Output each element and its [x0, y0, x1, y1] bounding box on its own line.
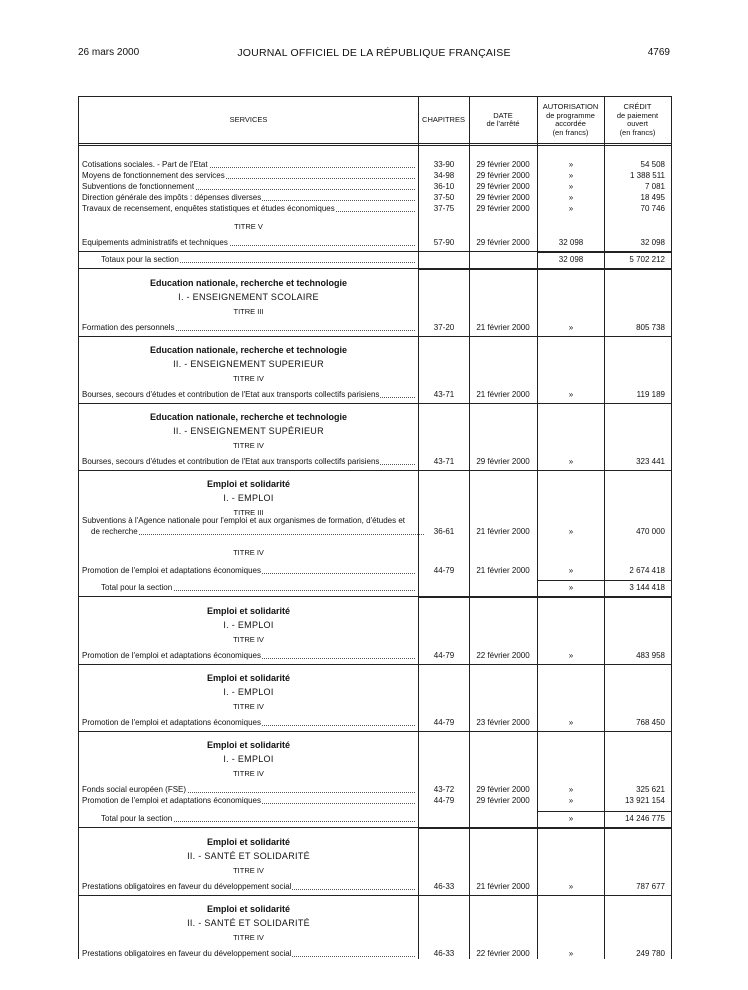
credit-cell: 249 780 — [636, 949, 665, 958]
service-label: Promotion de l'emploi et adaptations économiques — [82, 718, 261, 727]
autorisation-cell: » — [568, 949, 574, 958]
credit-cell: 805 738 — [636, 323, 665, 332]
section-title: Education nationale, recherche et technologie — [149, 412, 348, 422]
titre-label: TITRE IV — [233, 702, 264, 711]
section-subtitle: I. - EMPLOI — [223, 620, 274, 630]
section-subtitle: II. - SANTÉ ET SOLIDARITÉ — [187, 918, 310, 928]
chapitre-cell: 46-33 — [433, 882, 455, 891]
chapitre-cell: 43-72 — [433, 785, 455, 794]
service-cell — [101, 814, 415, 824]
column-header-autorisation-line: accordée — [555, 119, 586, 128]
autorisation-cell: » — [568, 160, 574, 169]
service-label: Prestations obligatoires en faveur du développement social — [82, 882, 292, 891]
chapitre-cell: 36-61 — [433, 527, 455, 536]
date-cell: 21 février 2000 — [476, 527, 530, 536]
column-header-autorisation-line: de programme — [546, 110, 595, 120]
chapitre-cell: 37-75 — [433, 204, 455, 213]
service-cell — [91, 527, 424, 537]
chapitre-cell: 36-10 — [433, 182, 455, 191]
table-row — [79, 651, 671, 661]
credit-cell: 323 441 — [636, 457, 665, 466]
table-row — [79, 882, 671, 892]
autorisation-cell: » — [568, 204, 574, 213]
total-rule — [537, 811, 671, 812]
row-rule — [418, 269, 671, 270]
autorisation-cell: » — [568, 390, 574, 399]
service-cell — [101, 583, 415, 593]
service-cell — [82, 785, 415, 795]
section-subtitle: I. - ENSEIGNEMENT SCOLAIRE — [178, 292, 319, 302]
service-cell — [82, 171, 415, 181]
date-cell: 23 février 2000 — [476, 718, 530, 727]
credit-cell: 70 746 — [640, 204, 665, 213]
total-rule — [537, 252, 671, 253]
date-cell: 29 février 2000 — [476, 457, 530, 466]
service-label: de recherche — [91, 527, 138, 536]
service-cell — [82, 566, 415, 576]
service-label: Promotion de l'emploi et adaptations économiques — [82, 566, 261, 575]
autorisation-cell: » — [568, 583, 574, 592]
credit-cell: 13 921 154 — [624, 796, 665, 805]
chapitre-cell: 37-50 — [433, 193, 455, 202]
autorisation-cell: » — [568, 527, 574, 536]
section-title: Emploi et solidarité — [206, 606, 291, 616]
autorisation-cell: » — [568, 193, 574, 202]
autorisation-cell: » — [568, 171, 574, 180]
service-label: Travaux de recensement, enquêtes statistiques et études économiques — [82, 204, 335, 213]
service-cell — [82, 457, 415, 467]
autorisation-cell: » — [568, 182, 574, 191]
autorisation-cell: » — [568, 457, 574, 466]
date-cell: 29 février 2000 — [476, 182, 530, 191]
date-cell: 22 février 2000 — [476, 949, 530, 958]
service-cell — [82, 796, 415, 806]
service-cell — [82, 193, 415, 203]
row-rule — [79, 251, 671, 252]
service-label: Promotion de l'emploi et adaptations économiques — [82, 796, 261, 805]
section-subtitle: II. - ENSEIGNEMENT SUPERIEUR — [173, 359, 324, 369]
date-cell: 21 février 2000 — [476, 390, 530, 399]
table-row — [79, 949, 671, 959]
chapitre-cell: 44-79 — [433, 651, 455, 660]
section-title: Emploi et solidarité — [206, 740, 291, 750]
titre-label: TITRE IV — [233, 374, 264, 383]
service-cell — [82, 390, 415, 400]
table-row — [79, 527, 671, 537]
credit-cell: 54 508 — [640, 160, 665, 169]
date-cell: 21 février 2000 — [476, 882, 530, 891]
service-cell — [82, 204, 415, 214]
table-row — [79, 160, 671, 170]
column-header-credit-line: de paiement — [616, 110, 659, 120]
table-row — [79, 182, 671, 192]
autorisation-cell: » — [568, 651, 574, 660]
date-cell: 29 février 2000 — [476, 204, 530, 213]
service-cell — [82, 882, 415, 892]
service-cell — [82, 160, 415, 170]
table-row — [79, 718, 671, 728]
row-rule — [79, 895, 671, 896]
service-cell — [82, 323, 415, 333]
service-label: Subventions de fonctionnement — [82, 182, 195, 191]
table-row — [79, 583, 671, 593]
autorisation-cell: » — [568, 323, 574, 332]
row-rule — [418, 597, 671, 598]
autorisation-cell: » — [568, 814, 574, 823]
service-label: Prestations obligatoires en faveur du développement social — [82, 949, 292, 958]
section-subtitle: II. - ENSEIGNEMENT SUPÉRIEUR — [173, 426, 324, 436]
total-rule — [537, 580, 671, 581]
header-title: JOURNAL OFFICIEL DE LA RÉPUBLIQUE FRANÇAISE — [237, 47, 511, 59]
table-row — [79, 193, 671, 203]
credit-cell: 14 246 775 — [624, 814, 665, 823]
section-title: Education nationale, recherche et technologie — [149, 278, 348, 288]
table-row — [79, 814, 671, 824]
table-row — [79, 238, 671, 248]
titre-label: TITRE IV — [233, 548, 264, 557]
service-label: Bourses, secours d'études et contribution de l'Etat aux transports collectifs parisiens — [82, 457, 380, 466]
row-rule — [79, 731, 671, 732]
credit-cell: 325 621 — [636, 785, 665, 794]
service-label: Total pour la section — [101, 814, 173, 823]
credit-cell: 2 674 418 — [629, 566, 665, 575]
credit-cell: 768 450 — [636, 718, 665, 727]
row-rule — [79, 470, 671, 471]
chapitre-cell: 43-71 — [433, 390, 455, 399]
service-label: Direction générale des impôts : dépenses diverses — [82, 193, 262, 202]
table-row — [79, 255, 671, 265]
column-header-date-line: DATE — [493, 110, 513, 120]
table-row — [79, 323, 671, 333]
credit-cell: 3 144 418 — [629, 583, 665, 592]
section-title: Emploi et solidarité — [206, 904, 291, 914]
date-cell: 29 février 2000 — [476, 796, 530, 805]
date-cell: 21 février 2000 — [476, 566, 530, 575]
credit-cell: 5 702 212 — [629, 255, 665, 264]
chapitre-cell: 44-79 — [433, 718, 455, 727]
chapitre-cell: 34-98 — [433, 171, 455, 180]
row-rule — [418, 828, 671, 829]
chapitre-cell: 46-33 — [433, 949, 455, 958]
column-header-chapitres: CHAPITRES — [422, 114, 465, 124]
column-header-autorisation-line: (en francs) — [552, 127, 589, 137]
column-header-credit-line: ouvert — [627, 119, 648, 128]
titre-label: TITRE IV — [233, 635, 264, 644]
credit-cell: 483 958 — [636, 651, 665, 660]
column-header-credit-line: CRÉDIT — [623, 102, 652, 111]
row-rule — [79, 403, 671, 404]
row-rule — [79, 664, 671, 665]
chapitre-cell: 33-90 — [433, 160, 455, 169]
credit-cell: 787 677 — [636, 882, 665, 891]
titre-label: TITRE IV — [233, 933, 264, 942]
section-subtitle: I. - EMPLOI — [223, 493, 274, 503]
column-header-credit-line: (en francs) — [619, 127, 656, 137]
chapitre-cell: 37-20 — [433, 323, 455, 332]
date-cell: 29 février 2000 — [476, 193, 530, 202]
autorisation-cell: » — [568, 882, 574, 891]
service-label: Formation des personnels — [82, 323, 175, 332]
credit-cell: 32 098 — [640, 238, 665, 247]
page-number: 4769 — [647, 47, 670, 58]
chapitre-cell: 44-79 — [433, 796, 455, 805]
section-subtitle: II. - SANTÉ ET SOLIDARITÉ — [187, 851, 310, 861]
service-label: Bourses, secours d'études et contribution de l'Etat aux transports collectifs parisiens — [82, 390, 380, 399]
service-cell — [82, 651, 415, 661]
table-row — [79, 785, 671, 795]
section-subtitle: I. - EMPLOI — [223, 754, 274, 764]
table-row — [79, 566, 671, 576]
header-date: 26 mars 2000 — [78, 47, 140, 58]
service-cell — [82, 238, 415, 248]
titre-label: TITRE IV — [233, 866, 264, 875]
titre-label: TITRE III — [233, 307, 264, 316]
autorisation-cell: » — [568, 718, 574, 727]
service-label: Fonds social européen (FSE) — [82, 785, 187, 794]
section-title: Education nationale, recherche et technologie — [149, 345, 348, 355]
chapitre-cell: 57-90 — [433, 238, 455, 247]
section-title: Emploi et solidarité — [206, 479, 291, 489]
table-row — [79, 457, 671, 467]
row-rule — [79, 336, 671, 337]
column-header-date — [469, 97, 537, 143]
service-label: Cotisations sociales. - Part de l'Etat — [82, 160, 208, 169]
chapitre-cell: 43-71 — [433, 457, 455, 466]
table-row — [79, 204, 671, 214]
column-header-date-line: de l'arrêté — [486, 119, 520, 128]
header-rule — [79, 145, 671, 146]
date-cell: 29 février 2000 — [476, 238, 530, 247]
column-header-autorisation — [537, 97, 604, 143]
service-label: Total pour la section — [101, 583, 173, 592]
credit-cell: 7 081 — [644, 182, 665, 191]
header-rule — [79, 143, 671, 144]
column-header-services: SERVICES — [229, 114, 268, 124]
column-header-autorisation-line: AUTORISATION — [542, 102, 599, 111]
date-cell: 29 février 2000 — [476, 160, 530, 169]
credit-cell: 470 000 — [636, 527, 665, 536]
section-title: Emploi et solidarité — [206, 673, 291, 683]
table-row — [79, 390, 671, 400]
credit-cell: 18 495 — [640, 193, 665, 202]
date-cell: 22 février 2000 — [476, 651, 530, 660]
service-cell — [82, 718, 415, 728]
service-label: Equipements administratifs et techniques — [82, 238, 228, 247]
date-cell: 29 février 2000 — [476, 785, 530, 794]
credit-cell: 1 388 511 — [630, 171, 665, 180]
date-cell: 21 février 2000 — [476, 323, 530, 332]
service-cell — [101, 255, 415, 265]
leader-dots — [94, 534, 424, 535]
titre-label: TITRE IV — [233, 441, 264, 450]
autorisation-cell: 32 098 — [558, 255, 584, 264]
budget-table — [78, 96, 672, 959]
column-header-credit — [604, 97, 671, 143]
service-cell — [82, 949, 415, 959]
autorisation-cell: 32 098 — [558, 238, 584, 247]
date-cell: 29 février 2000 — [476, 171, 530, 180]
table-row — [79, 796, 671, 806]
chapitre-cell: 44-79 — [433, 566, 455, 575]
service-label: Moyens de fonctionnement des services — [82, 171, 225, 180]
credit-cell: 119 189 — [636, 390, 665, 399]
table-row — [79, 516, 671, 526]
autorisation-cell: » — [568, 566, 574, 575]
service-label: Promotion de l'emploi et adaptations économiques — [82, 651, 261, 660]
titre-label: TITRE V — [234, 222, 263, 231]
autorisation-cell: » — [568, 785, 574, 794]
titre-label: TITRE III — [233, 508, 264, 517]
table-row — [79, 171, 671, 181]
autorisation-cell: » — [568, 796, 574, 805]
titre-label: TITRE IV — [233, 769, 264, 778]
section-title: Emploi et solidarité — [206, 837, 291, 847]
section-subtitle: I. - EMPLOI — [223, 687, 274, 697]
service-label-line1: Subventions à l'Agence nationale pour l'emploi et aux organismes de formation, d'études et — [82, 516, 406, 525]
service-label: Totaux pour la section — [101, 255, 179, 264]
service-cell — [82, 182, 415, 192]
